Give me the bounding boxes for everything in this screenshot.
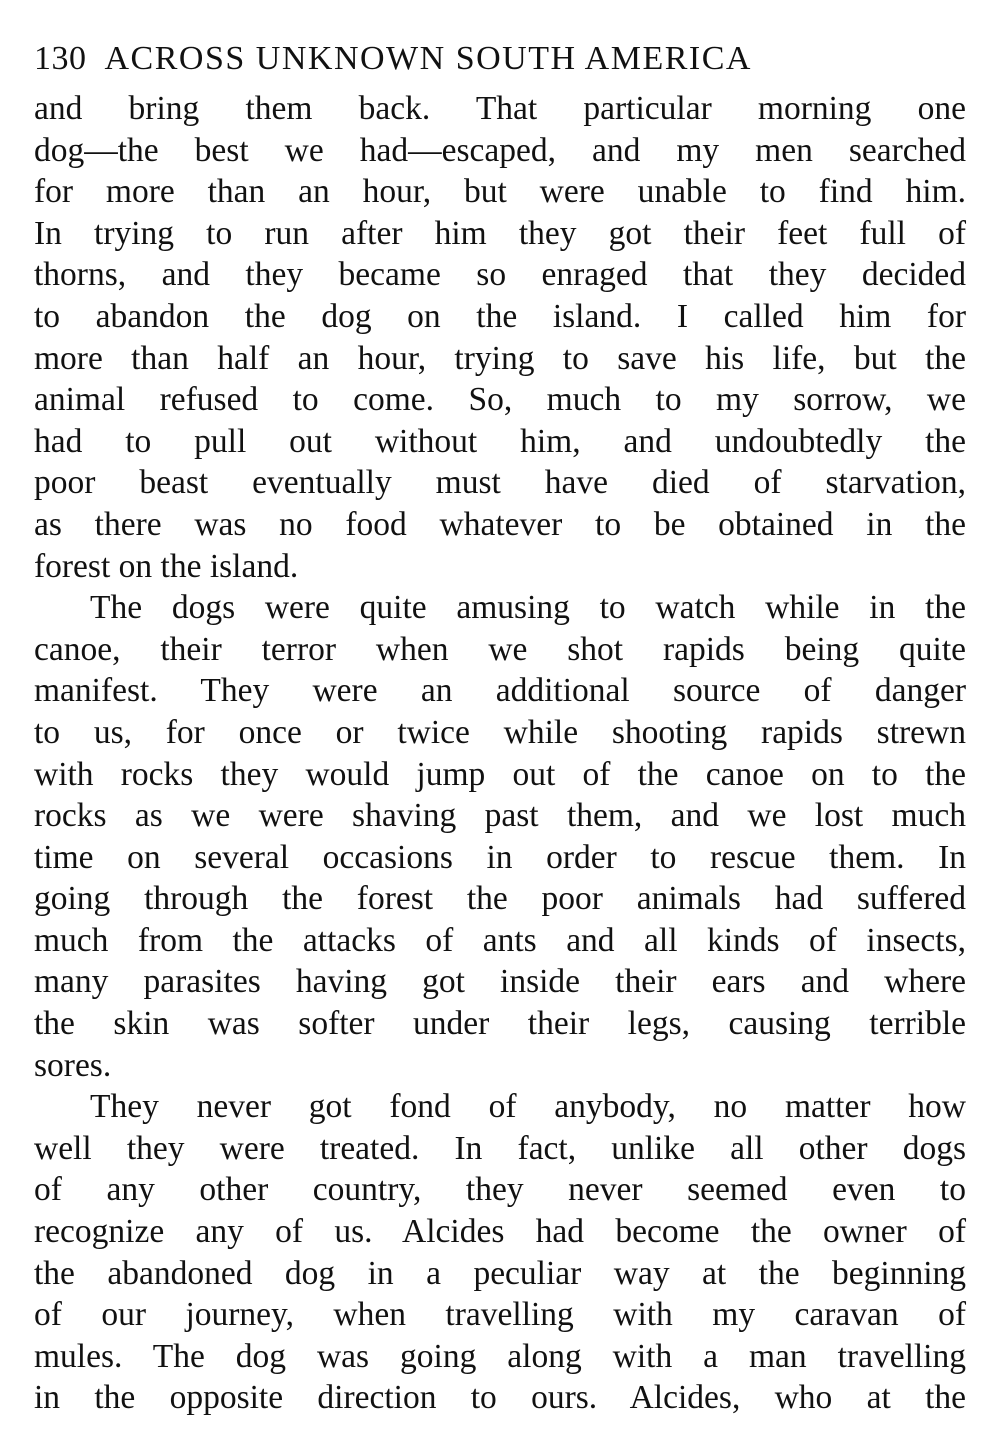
text-line: time on several occasions in order to rescue them. In	[34, 838, 966, 876]
text-line: sores.	[34, 1046, 112, 1084]
text-line: well they were treated. In fact, unlike all other dogs	[34, 1129, 966, 1167]
text-line: the skin was softer under their legs, causing terrible	[34, 1005, 966, 1043]
page-number: 130	[34, 40, 87, 77]
text-line: as there was no food whatever to be obtained in the	[34, 505, 966, 543]
text-line: in the opposite direction to ours. Alcides, who at the	[34, 1379, 966, 1417]
text-line: canoe, their terror when we shot rapids being quite	[34, 630, 966, 668]
text-line: with rocks they would jump out of the canoe on to the	[34, 755, 966, 793]
text-line: the abandoned dog in a peculiar way at the beginning	[34, 1254, 966, 1292]
text-line: more than half an hour, trying to save his life, but the	[34, 339, 966, 377]
text-line: much from the attacks of ants and all kinds of insects,	[34, 921, 966, 959]
text-line: manifest. They were an additional source of danger	[34, 672, 966, 710]
text-line: mules. The dog was going along with a man travelling	[34, 1337, 966, 1375]
text-line: and bring them back. That particular morning one	[34, 90, 966, 127]
text-line: In trying to run after him they got their feet full of	[34, 214, 966, 252]
text-line: rocks as we were shaving past them, and we lost much	[34, 797, 966, 835]
text-line: They never got fond of anybody, no matter how	[90, 1088, 966, 1126]
text-line: thorns, and they became so enraged that they decided	[34, 256, 966, 294]
paragraph	[34, 88, 966, 587]
text-line: recognize any of us. Alcides had become the owner of	[34, 1213, 966, 1251]
running-title: ACROSS UNKNOWN SOUTH AMERICA	[104, 40, 752, 77]
running-header	[34, 30, 966, 88]
text-line: to abandon the dog on the island. I called him for	[34, 297, 966, 335]
text-line: forest on the island.	[34, 547, 299, 585]
text-line: for more than an hour, but were unable to find him.	[34, 173, 966, 211]
body-text	[34, 88, 966, 1419]
text-line: had to pull out without him, and undoubtedly the	[34, 422, 966, 460]
paragraph	[34, 587, 966, 1086]
text-line: The dogs were quite amusing to watch while in the	[90, 589, 966, 627]
text-line: animal refused to come. So, much to my sorrow, we	[34, 381, 966, 419]
paragraph	[34, 1086, 966, 1419]
book-page	[34, 30, 966, 1419]
text-line: of any other country, they never seemed even to	[34, 1171, 966, 1209]
text-line: many parasites having got inside their ears and where	[34, 963, 966, 1001]
text-line: going through the forest the poor animals had suffered	[34, 880, 966, 918]
text-line: poor beast eventually must have died of starvation,	[34, 464, 966, 502]
text-line: of our journey, when travelling with my caravan of	[34, 1296, 966, 1334]
text-line: dog—the best we had—escaped, and my men searched	[34, 131, 966, 169]
text-line: to us, for once or twice while shooting rapids strewn	[34, 713, 966, 751]
